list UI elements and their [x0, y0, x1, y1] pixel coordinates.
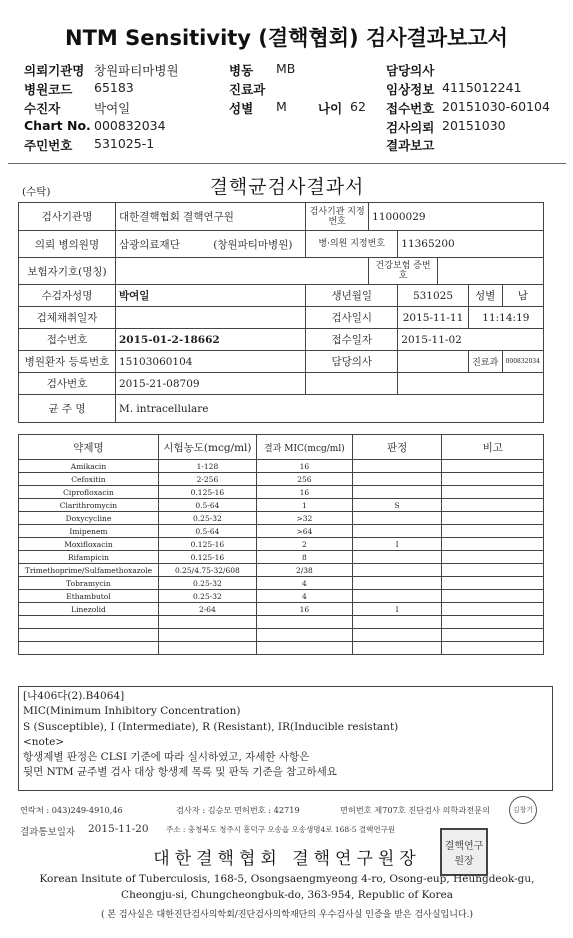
age-label: 나이 — [318, 101, 343, 116]
signer-name: 김창기 — [512, 806, 534, 814]
table-row — [19, 642, 544, 655]
notes-line2: S (Susceptible), I (Intermediate), R (Resistant), IR(Inducible resistant) — [23, 720, 399, 733]
lab-org-label: 검사기관명 — [19, 203, 116, 231]
table-row — [19, 629, 544, 642]
chart-label: Chart No. — [24, 118, 91, 133]
receipt-value: 20151030-60104 — [442, 99, 550, 114]
insurance-value — [115, 258, 368, 285]
signer-seal — [509, 796, 537, 824]
cell-drug: Linezolid — [19, 603, 159, 616]
cell-drug — [19, 642, 159, 655]
sheet-dept-label: 진료과 — [468, 351, 502, 373]
patient-value: 박여일 — [94, 101, 131, 116]
cell-range: 0.25-32 — [158, 577, 256, 590]
sex-value: M — [276, 99, 287, 114]
cell-mic — [256, 642, 352, 655]
notes-line4: 항생제별 판정은 CLSI 기준에 따라 실시하였고, 자세한 사항은 — [23, 751, 310, 764]
collect-value — [115, 307, 305, 329]
cell-interp — [352, 460, 442, 473]
cell-mic: >64 — [256, 525, 352, 538]
cell-drug: Rifampicin — [19, 551, 159, 564]
chart-value: 000832034 — [94, 118, 166, 133]
cell-range: 2-256 — [158, 473, 256, 486]
cell-note — [442, 499, 544, 512]
cell-drug: Ethambutol — [19, 590, 159, 603]
cell-mic: 4 — [256, 590, 352, 603]
english-address-1: Korean Insitute of Tuberculosis, 168-5, Osongsaengmyeong 4-ro, Osong-eup, Heungdeok-gu, — [39, 873, 535, 885]
hosp-code-label: 병원코드 — [24, 82, 73, 97]
cell-drug: Clarithromycin — [19, 499, 159, 512]
cell-mic: >32 — [256, 512, 352, 525]
institute-name: 대한결핵협회 결핵연구원장 — [153, 849, 421, 869]
test-time-value: 11:14:19 — [468, 307, 543, 329]
footer-contact: 연락처 : 043)249-4910,46 — [20, 805, 123, 815]
cell-mic: 2 — [256, 538, 352, 551]
examinee-label: 수검자성명 — [19, 285, 116, 307]
official-stamp — [440, 828, 488, 876]
ward-value: MB — [276, 61, 296, 76]
table-row — [19, 564, 544, 577]
cell-mic: 2/38 — [256, 564, 352, 577]
req-hosp-label: 의뢰 병의원명 — [19, 231, 116, 258]
cell-range: 1-128 — [158, 460, 256, 473]
cell-note — [442, 564, 544, 577]
cell-drug: Ciprofloxacin — [19, 486, 159, 499]
col-range: 시험농도(mcg/ml) — [158, 435, 256, 460]
ward-label: 병동 — [229, 63, 254, 78]
cell-mic: 1 — [256, 499, 352, 512]
receipt-date-label: 접수일자 — [306, 329, 398, 351]
test-date-value: 2015-11-11 — [398, 307, 468, 329]
cell-range: 0.5-64 — [158, 499, 256, 512]
cell-interp — [352, 629, 442, 642]
test-no-label: 검사번호 — [19, 373, 116, 395]
lab-designated-value: 11000029 — [369, 203, 544, 231]
req-hosp-value: 삼광의료재단 — [118, 238, 180, 251]
cell-note — [442, 642, 544, 655]
sheet-subtitle: (수탁) — [22, 186, 51, 198]
table-row — [19, 473, 544, 486]
table-row — [19, 603, 544, 616]
notes-line5: 뒷면 NTM 균주별 검사 대상 항생제 목록 및 판독 기준을 참고하세요 — [23, 766, 337, 779]
cell-range — [158, 616, 256, 629]
cell-range: 0.125-16 — [158, 538, 256, 551]
receipt-date-value: 2015-11-02 — [398, 329, 544, 351]
col-interp: 판정 — [352, 435, 442, 460]
cell-range: 0.25-32 — [158, 590, 256, 603]
sex-label: 성별 — [229, 101, 254, 116]
stamp-text: 결핵연구원장 — [444, 841, 484, 867]
table-row — [19, 486, 544, 499]
notes-line1: MIC(Minimum Inhibitory Concentration) — [23, 705, 241, 718]
lab-designated-label: 검사기관 지정번호 — [306, 203, 369, 231]
col-mic: 결과 MIC(mcg/ml) — [256, 435, 352, 460]
req-hosp-sub: (창원파티마병원) — [213, 238, 293, 251]
dob-value: 531025 — [398, 285, 468, 307]
test-date-label: 검사일시 — [306, 307, 398, 329]
cell-range: 0.5-64 — [158, 525, 256, 538]
examinee-value: 박여일 — [115, 285, 305, 307]
test-no-value: 2015-21-08709 — [115, 373, 305, 395]
hosp-code-value: 65183 — [94, 80, 134, 95]
cell-interp — [352, 642, 442, 655]
cell-note — [442, 512, 544, 525]
req-date-label: 검사의뢰 — [386, 120, 435, 135]
table-row — [19, 460, 544, 473]
cell-interp: I — [352, 603, 442, 616]
cell-range: 2-64 — [158, 603, 256, 616]
cell-mic: 8 — [256, 551, 352, 564]
drug-table — [18, 434, 544, 655]
receipt-no-label: 접수번호 — [19, 329, 116, 351]
cell-note — [442, 551, 544, 564]
cell-range: 0.25-32 — [158, 512, 256, 525]
reg-no-label: 병원환자 등록번호 — [19, 351, 116, 373]
reg-no-value: 15103060104 — [115, 351, 305, 373]
cell-note — [442, 460, 544, 473]
footer-address: 주소 : 충청북도 청주시 흥덕구 오송읍 오송생명4로 168-5 결핵연구원 — [166, 825, 396, 834]
cell-note — [442, 486, 544, 499]
certification-note: ( 본 검사실은 대한진단검사의학회/진단검사의학재단의 우수검사실 인증을 받은 검사실입니다.) — [100, 910, 473, 920]
cell-interp — [352, 525, 442, 538]
english-address-2: Cheongju-si, Chungcheongbuk-do, 363-954, Republic of Korea — [121, 889, 453, 901]
report-date-value: 2015-11-20 — [88, 823, 149, 835]
table-row — [19, 538, 544, 551]
cell-drug: Trimethoprime/Sulfamethoxazole — [19, 564, 159, 577]
cell-range: 0.25/4.75-32/608 — [158, 564, 256, 577]
cell-drug: Tobramycin — [19, 577, 159, 590]
cell-note — [442, 577, 544, 590]
cell-note — [442, 629, 544, 642]
req-date-value: 20151030 — [442, 118, 506, 133]
cell-mic: 16 — [256, 603, 352, 616]
cell-interp — [352, 512, 442, 525]
sheet-doctor-value — [398, 351, 468, 373]
health-id-label: 건강보험 증번호 — [369, 258, 438, 285]
sheet-doctor-label: 담당의사 — [306, 351, 398, 373]
scanned-result-sheet — [8, 163, 566, 936]
cell-drug: Doxycycline — [19, 512, 159, 525]
table-row — [19, 525, 544, 538]
table-row — [19, 616, 544, 629]
clinical-label: 임상정보 — [386, 82, 435, 97]
notes-code: [나406다(2).B4064] — [23, 690, 125, 702]
dob-label: 생년월일 — [306, 285, 398, 307]
info-table — [18, 202, 544, 423]
cell-note — [442, 525, 544, 538]
doctor-label: 담당의사 — [386, 63, 435, 78]
sheet-dept-value: 000832034 — [502, 351, 543, 373]
cell-range: 0.125-16 — [158, 486, 256, 499]
species-label: 균 주 명 — [19, 395, 116, 423]
clinic-no-value: 11365200 — [398, 231, 544, 258]
cell-mic — [256, 629, 352, 642]
table-row — [19, 499, 544, 512]
sex-label: 성별 — [468, 285, 502, 307]
clinical-value: 4115012241 — [442, 80, 522, 95]
patient-label: 수진자 — [24, 101, 61, 116]
receipt-no-value: 2015-01-2-18662 — [115, 329, 305, 351]
cell-note — [442, 590, 544, 603]
cell-drug: Moxifloxacin — [19, 538, 159, 551]
health-id-value — [437, 258, 543, 285]
collect-label: 검체채취일자 — [19, 307, 116, 329]
cell-range: 0.125-16 — [158, 551, 256, 564]
cell-mic — [256, 616, 352, 629]
table-row — [19, 512, 544, 525]
report-date-label: 결과통보일자 — [20, 827, 76, 838]
cell-interp — [352, 616, 442, 629]
cell-drug: Imipenem — [19, 525, 159, 538]
cell-note — [442, 616, 544, 629]
lab-org-value: 대한결핵협회 결핵연구원 — [115, 203, 305, 231]
clinic-no-label: 병·의원 지정번호 — [306, 231, 398, 258]
notes-line3: <note> — [23, 735, 65, 748]
report-label: 결과보고 — [386, 138, 435, 153]
cell-interp — [352, 590, 442, 603]
cell-interp: I — [352, 538, 442, 551]
cell-drug: Amikacin — [19, 460, 159, 473]
report-title: NTM Sensitivity (결핵협회) 검사결과보고서 — [65, 26, 508, 50]
req-org-label: 의뢰기관명 — [24, 63, 85, 78]
cell-drug: Cefoxitin — [19, 473, 159, 486]
cell-interp — [352, 564, 442, 577]
cell-interp — [352, 551, 442, 564]
cell-drug — [19, 629, 159, 642]
cell-interp — [352, 577, 442, 590]
cell-interp: S — [352, 499, 442, 512]
cell-note — [442, 473, 544, 486]
cell-note — [442, 603, 544, 616]
cell-mic: 16 — [256, 486, 352, 499]
cell-mic: 4 — [256, 577, 352, 590]
cell-mic: 16 — [256, 460, 352, 473]
species-value: M. intracellulare — [115, 395, 543, 423]
age-value: 62 — [350, 99, 366, 114]
cell-drug — [19, 616, 159, 629]
receipt-label: 접수번호 — [386, 101, 435, 116]
sheet-title: 결핵균검사결과서 — [209, 176, 365, 198]
insurance-label: 보험자기호(명칭) — [19, 258, 116, 285]
col-note: 비고 — [442, 435, 544, 460]
rrn-label: 주민번호 — [24, 138, 73, 153]
table-row — [19, 577, 544, 590]
cell-interp — [352, 486, 442, 499]
req-org-value: 창원파티마병원 — [94, 63, 179, 78]
cell-mic: 256 — [256, 473, 352, 486]
table-row — [19, 551, 544, 564]
rrn-value: 531025-1 — [94, 136, 155, 151]
cell-interp — [352, 473, 442, 486]
table-row — [19, 590, 544, 603]
notes-box — [18, 686, 553, 791]
dept-label: 진료과 — [229, 82, 266, 97]
cell-range — [158, 642, 256, 655]
cell-range — [158, 629, 256, 642]
cell-note — [442, 538, 544, 551]
footer-examiner: 검사자 : 김승모 면허번호 : 42719 — [176, 805, 300, 815]
col-drug: 약제명 — [19, 435, 159, 460]
footer-license: 면허번호 제707호 진단검사 의학과전문의 — [340, 805, 490, 815]
sex-value: 남 — [502, 285, 543, 307]
